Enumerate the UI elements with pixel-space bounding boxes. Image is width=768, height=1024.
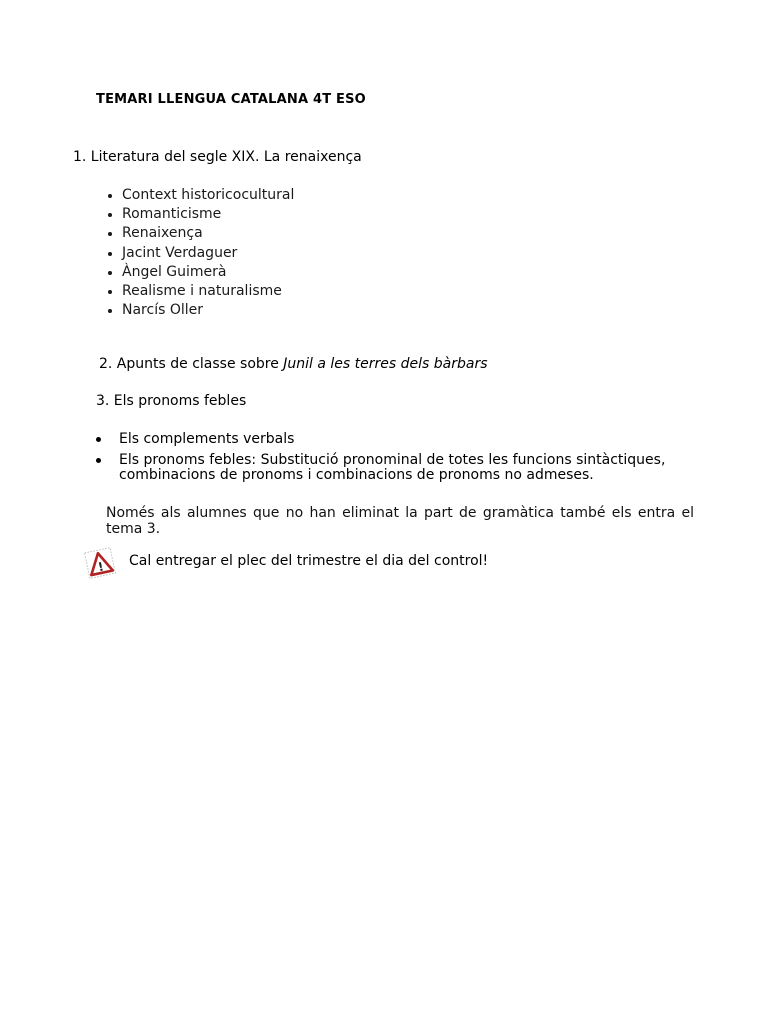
section-1-list (104, 186, 294, 320)
list-item: Narcís Oller (104, 301, 294, 320)
section-1-heading: 1. Literatura del segle XIX. La renaixença (73, 149, 362, 165)
section-3-heading: 3. Els pronoms febles (96, 393, 247, 409)
warning-text: Cal entregar el plec del trimestre el dia del control! (129, 553, 489, 569)
section-2-prefix: 2. Apunts de classe sobre (99, 356, 284, 372)
list-item: Renaixença (104, 224, 294, 243)
svg-text:!: ! (96, 559, 105, 575)
document-title: TEMARI LLENGUA CATALANA 4T ESO (96, 92, 366, 107)
section-2-heading (99, 356, 488, 372)
list-item: Els pronoms febles: Substitució pronominal de totes les funcions sintàctiques, combinacions de pronoms i combinacions de pronoms no admeses. (94, 453, 694, 484)
list-item: Realisme i naturalisme (104, 282, 294, 301)
list-item: Romanticisme (104, 205, 294, 224)
warning-icon (82, 545, 118, 581)
list-item: Els complements verbals (94, 432, 694, 448)
list-item: Jacint Verdaguer (104, 244, 294, 263)
book-title: Junil a les terres dels bàrbars (283, 356, 488, 372)
list-item: Àngel Guimerà (104, 263, 294, 282)
grammar-note: Només als alumnes que no han eliminat la part de gramàtica també els entra el tema 3. (106, 505, 694, 537)
list-item: Context historicocultural (104, 186, 294, 205)
section-3-list (94, 432, 694, 489)
